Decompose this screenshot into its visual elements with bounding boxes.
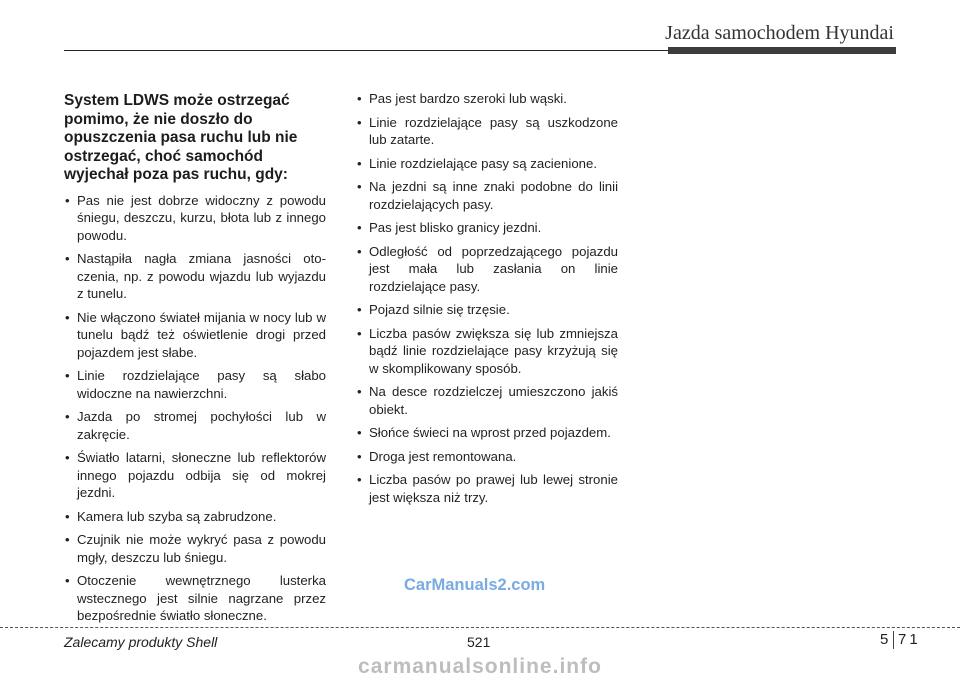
list-item [64,309,326,362]
watermark-link[interactable]: CarManuals2.com [404,576,546,594]
right-bullet-list [356,90,618,506]
list-item [64,367,326,402]
bullet-icon: • [65,251,70,266]
list-item [356,448,618,466]
chapter-separator [893,631,894,649]
list-item [64,508,326,526]
list-item-text: Czujnik nie może wykryć pasa z powodu mgły, deszczu lub śniegu. [77,532,326,565]
list-item-text: Linie rozdzielające pasy są słabo widoczne na nawierzchni. [77,368,326,401]
bullet-icon: • [65,508,70,524]
list-item-text: Światło latarni, słoneczne lub reflektorów innego pojazdu odbija się od mokrej jezdni. [77,450,326,500]
page-header-title: Jazda samochodem Hyundai [665,22,894,44]
list-item [64,531,326,566]
list-item-text: Na desce rozdzielczej umieszczono jakiś obiekt. [369,384,618,417]
bullet-icon: • [357,155,362,171]
footer-dashed-rule [0,627,960,628]
list-item-text: Otoczenie wewnętrznego lusterka wstecznego jest silnie nagrzane przez bezpośrednie światło słoneczne. [77,573,326,623]
bullet-icon: • [357,91,362,106]
list-item-text: Nastąpiła nagła zmiana jasności otoczenia, np. z powodu wjazdu lub wyjazdu z tunelu. [77,251,326,301]
section-heading: System LDWS może ostrzegać pomimo, że nie doszło do opuszczenia pasa ruchu lub nie ostrzegać, choć samochód wyjechał poza pas ruchu, gdy: [64,92,298,183]
list-item-text: Odległość od poprzedzającego pojazdu jest mała lub zasłania on linie rozdzielające pasy. [369,243,618,294]
chapter-number: 5 [880,631,889,648]
bullet-icon: • [65,532,70,547]
list-item [356,424,618,442]
list-item-text: Jazda po stromej pochyłości lub w zakręcie. [77,409,326,442]
bullet-icon: • [65,573,70,588]
list-item [356,325,618,378]
list-item-text: Droga jest remontowana. [369,448,517,464]
list-item [64,572,326,625]
bullet-icon: • [357,302,362,317]
list-item-text: Liczba pasów po prawej lub lewej stronie jest większa niż trzy. [369,472,618,505]
list-item-text: Nie włączono świateł mijania w nocy lub w tunelu bądź też oświetlenie drogi przed pojazdem jest słabe. [77,309,326,360]
list-item [356,178,618,213]
list-item [356,219,618,237]
list-item-text: Pas nie jest dobrze widoczny z powodu śniegu, deszczu, kurzu, błota lub z innego powodu. [77,192,326,243]
list-item-text: Pas jest bardzo szeroki lub wąski. [369,91,567,106]
left-column [64,92,326,631]
right-column [356,92,618,512]
bullet-icon: • [357,472,362,487]
left-bullet-list [64,192,326,625]
bullet-icon: • [357,114,362,130]
bullet-icon: • [357,325,362,341]
bullet-icon: • [357,448,362,464]
list-item [64,192,326,245]
list-item [356,471,618,506]
page-number: 521 [467,634,491,650]
list-item-text: Liczba pasów zwiększa się lub zmniejsza bądź linie rozdzielające pasy krzyżują się w skomplikowany sposób. [369,325,618,376]
list-item [356,383,618,418]
bullet-icon: • [65,368,70,383]
list-item [356,90,618,108]
bullet-icon: • [357,425,362,440]
list-item-text: Na jezdni są inne znaki podobne do linii rozdzielających pasy. [369,179,618,212]
bullet-icon: • [357,384,362,399]
list-item [64,250,326,303]
list-item [356,243,618,296]
list-item-text: Linie rozdzielające pasy są uszkodzone lub zatarte. [369,114,618,147]
list-item-text: Linie rozdzielające pasy są zacienione. [369,155,597,171]
footer-brand-text: Zalecamy produkty Shell [64,634,218,650]
bullet-icon: • [65,409,70,424]
bullet-icon: • [65,450,70,465]
header-accent-bar [668,47,896,54]
bullet-icon: • [357,220,362,235]
site-logo-link[interactable]: carmanualsonline.info [0,655,960,678]
list-item [356,114,618,149]
bullet-icon: • [357,243,362,259]
list-item [64,449,326,502]
bullet-icon: • [65,192,70,208]
section-page-number: 71 [898,631,921,648]
list-item [356,301,618,319]
list-item [356,155,618,173]
list-item-text: Pas jest blisko granicy jezdni. [369,220,542,235]
list-item-text: Pojazd silnie się trzęsie. [369,302,510,317]
header-rule [64,50,668,51]
list-item-text: Kamera lub szyba są zabrudzone. [77,508,277,524]
bullet-icon: • [65,309,70,325]
list-item-text: Słońce świeci na wprost przed pojazdem. [369,425,611,440]
bullet-icon: • [357,179,362,194]
list-item [64,408,326,443]
